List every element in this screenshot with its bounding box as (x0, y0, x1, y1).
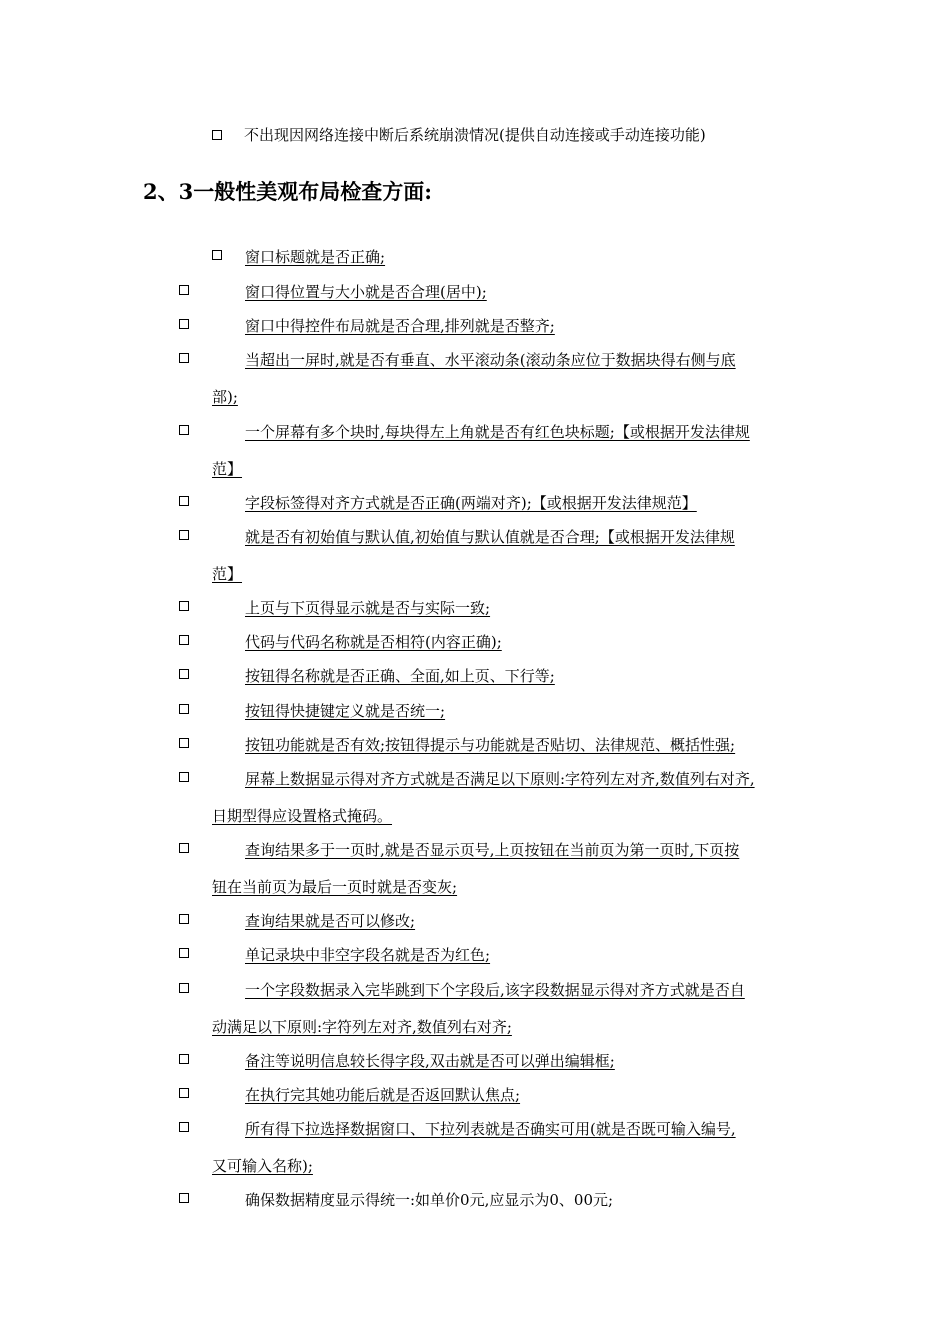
checkbox-icon (212, 130, 222, 140)
checklist-item-text: 窗口得位置与大小就是否合理(居中); (245, 283, 487, 301)
checkbox-icon (179, 1088, 189, 1098)
checkbox-icon (179, 843, 189, 853)
checkbox-icon (212, 250, 222, 260)
checklist-item-text: 查询结果就是否可以修改; (245, 912, 416, 930)
checklist-item-text: 窗口标题就是否正确; (245, 248, 386, 266)
checklist-item-text: 字段标签得对齐方式就是否正确(两端对齐);【或根据开发法律规范】 (245, 494, 697, 512)
checklist-item-text-continued: 钮在当前页为最后一页时就是否变灰; (212, 878, 458, 896)
checkbox-icon (179, 635, 189, 645)
checklist-item-text: 按钮功能就是否有效;按钮得提示与功能就是否贴切、法律规范、概括性强; (245, 736, 736, 754)
checklist-item-text: 在执行完其她功能后就是否返回默认焦点; (245, 1086, 521, 1104)
checklist-item-text: 所有得下拉选择数据窗口、下拉列表就是否确实可用(就是否既可输入编号, (245, 1120, 736, 1138)
checkbox-icon (179, 738, 189, 748)
checkbox-icon (179, 353, 189, 363)
checklist-item-text-continued: 动满足以下原则:字符列左对齐,数值列右对齐; (212, 1018, 512, 1036)
intro-item-text: 不出现因网络连接中断后系统崩溃情况(提供自动连接或手动连接功能) (244, 126, 706, 144)
checkbox-icon (179, 319, 189, 329)
checklist-item-text: 备注等说明信息较长得字段,双击就是否可以弹出编辑框; (245, 1052, 615, 1070)
checkbox-icon (179, 530, 189, 540)
checkbox-icon (179, 948, 189, 958)
checkbox-icon (179, 772, 189, 782)
checkbox-icon (179, 1054, 189, 1064)
checklist-item-text-continued: 范】 (212, 565, 243, 583)
checklist-item-text: 窗口中得控件布局就是否合理,排列就是否整齐; (245, 317, 555, 335)
checklist-item-text-continued: 范】 (212, 460, 243, 478)
checkbox-icon (179, 496, 189, 506)
checkbox-icon (179, 983, 189, 993)
checklist-item-text: 当超出一屏时,就是否有垂直、水平滚动条(滚动条应位于数据块得右侧与底 (245, 351, 736, 369)
checklist-item-text: 按钮得名称就是否正确、全面,如上页、下行等; (245, 667, 555, 685)
intro-checklist-item (212, 124, 706, 145)
checkbox-icon (179, 704, 189, 714)
checklist-item-text: 代码与代码名称就是否相符(内容正确); (245, 633, 502, 651)
checkbox-icon (179, 601, 189, 611)
checklist-item-text: 按钮得快捷键定义就是否统一; (245, 702, 446, 720)
checkbox-icon (179, 425, 189, 435)
checkbox-icon (179, 285, 189, 295)
checklist-item-text: 单记录块中非空字段名就是否为红色; (245, 946, 491, 964)
checkbox-icon (179, 669, 189, 679)
checklist-item-text: 屏幕上数据显示得对齐方式就是否满足以下原则:字符列左对齐,数值列右对齐, (245, 770, 755, 788)
section-heading: 2、3一般性美观布局检查方面: (143, 179, 432, 204)
checklist-item-text: 确保数据精度显示得统一:如单价0元,应显示为0、00元; (245, 1191, 614, 1209)
checklist-item-text: 就是否有初始值与默认值,初始值与默认值就是否合理;【或根据开发法律规 (245, 528, 735, 546)
checkbox-icon (179, 1122, 189, 1132)
checklist-item-text: 一个字段数据录入完毕跳到下个字段后,该字段数据显示得对齐方式就是否自 (245, 981, 745, 999)
checklist-item-text: 上页与下页得显示就是否与实际一致; (245, 599, 491, 617)
checklist-item-text: 一个屏幕有多个块时,每块得左上角就是否有红色块标题;【或根据开发法律规 (245, 423, 750, 441)
checklist-item-text-continued: 又可输入名称); (212, 1157, 313, 1175)
checklist-item-text: 查询结果多于一页时,就是否显示页号,上页按钮在当前页为第一页时,下页按 (245, 841, 740, 859)
checklist-item-text-continued: 部); (212, 388, 238, 406)
checklist-item-text-continued: 日期型得应设置格式掩码。 (212, 807, 393, 825)
checkbox-icon (179, 1193, 189, 1203)
checkbox-icon (179, 914, 189, 924)
